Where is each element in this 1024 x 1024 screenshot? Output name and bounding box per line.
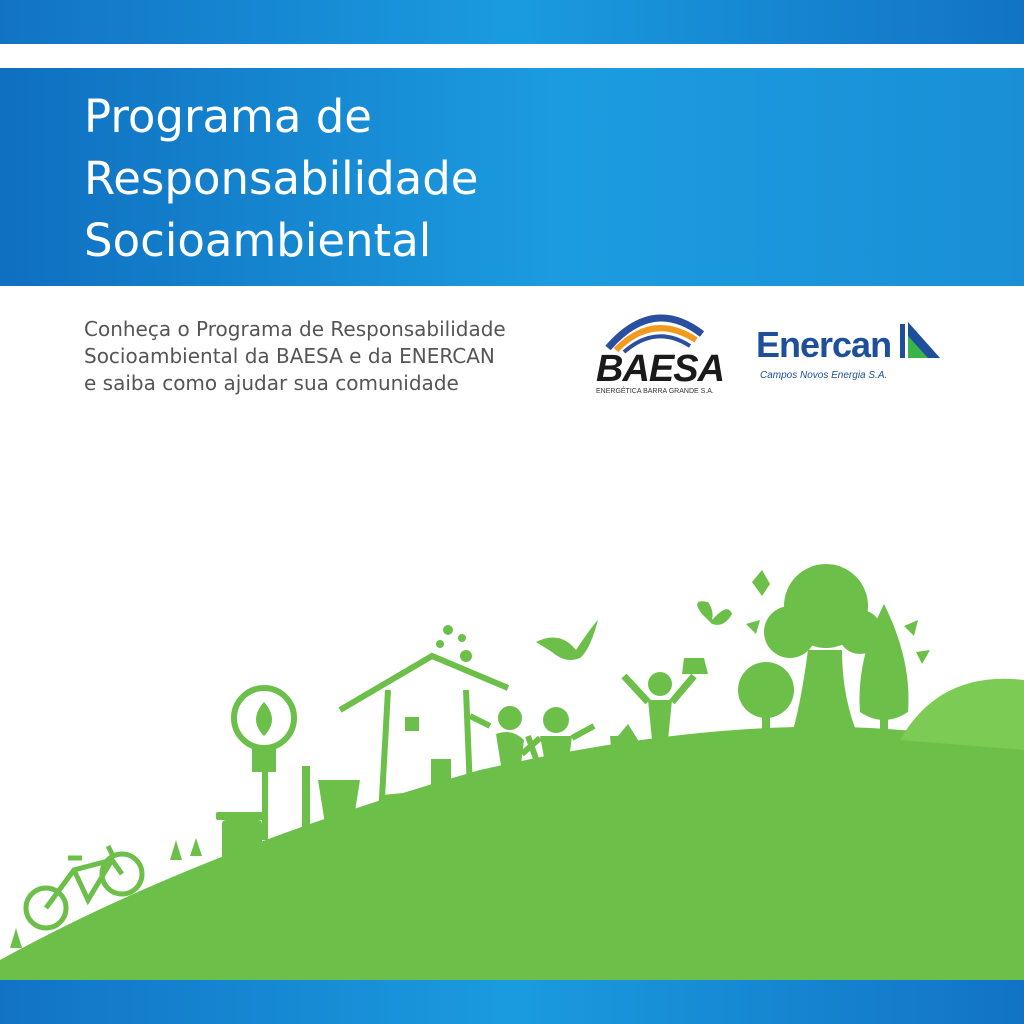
baesa-wordmark: BAESA xyxy=(596,348,725,390)
baesa-logo xyxy=(588,304,728,400)
bottom-blue-stripe xyxy=(0,980,1024,1024)
subtitle-line-2: Socioambiental da BAESA e da ENERCAN xyxy=(84,344,495,368)
baesa-arcs-icon xyxy=(598,304,708,354)
flowers-icon xyxy=(436,625,472,662)
bird-icon xyxy=(536,620,598,660)
page-title xyxy=(84,86,478,272)
enercan-tagline: Campos Novos Energia S.A. xyxy=(760,370,888,381)
subtitle xyxy=(84,316,554,397)
enercan-wordmark: Enercan xyxy=(756,324,892,365)
title-line-2: Responsabilidade xyxy=(84,152,479,205)
title-line-1: Programa de xyxy=(84,90,372,143)
title-line-3: Socioambiental xyxy=(84,214,432,267)
enercan-mark-icon xyxy=(900,322,942,360)
subtitle-line-1: Conheça o Programa de Responsabilidade xyxy=(84,317,506,341)
top-blue-stripe xyxy=(0,0,1024,44)
small-hill xyxy=(900,679,1024,750)
green-illustration xyxy=(0,540,1024,980)
enercan-logo xyxy=(756,318,956,388)
subtitle-line-3: e saiba como ajudar sua comunidade xyxy=(84,371,459,395)
baesa-tagline: ENERGÉTICA BARRA GRANDE S.A. xyxy=(596,388,714,395)
recycle-bin-icon xyxy=(216,812,268,864)
